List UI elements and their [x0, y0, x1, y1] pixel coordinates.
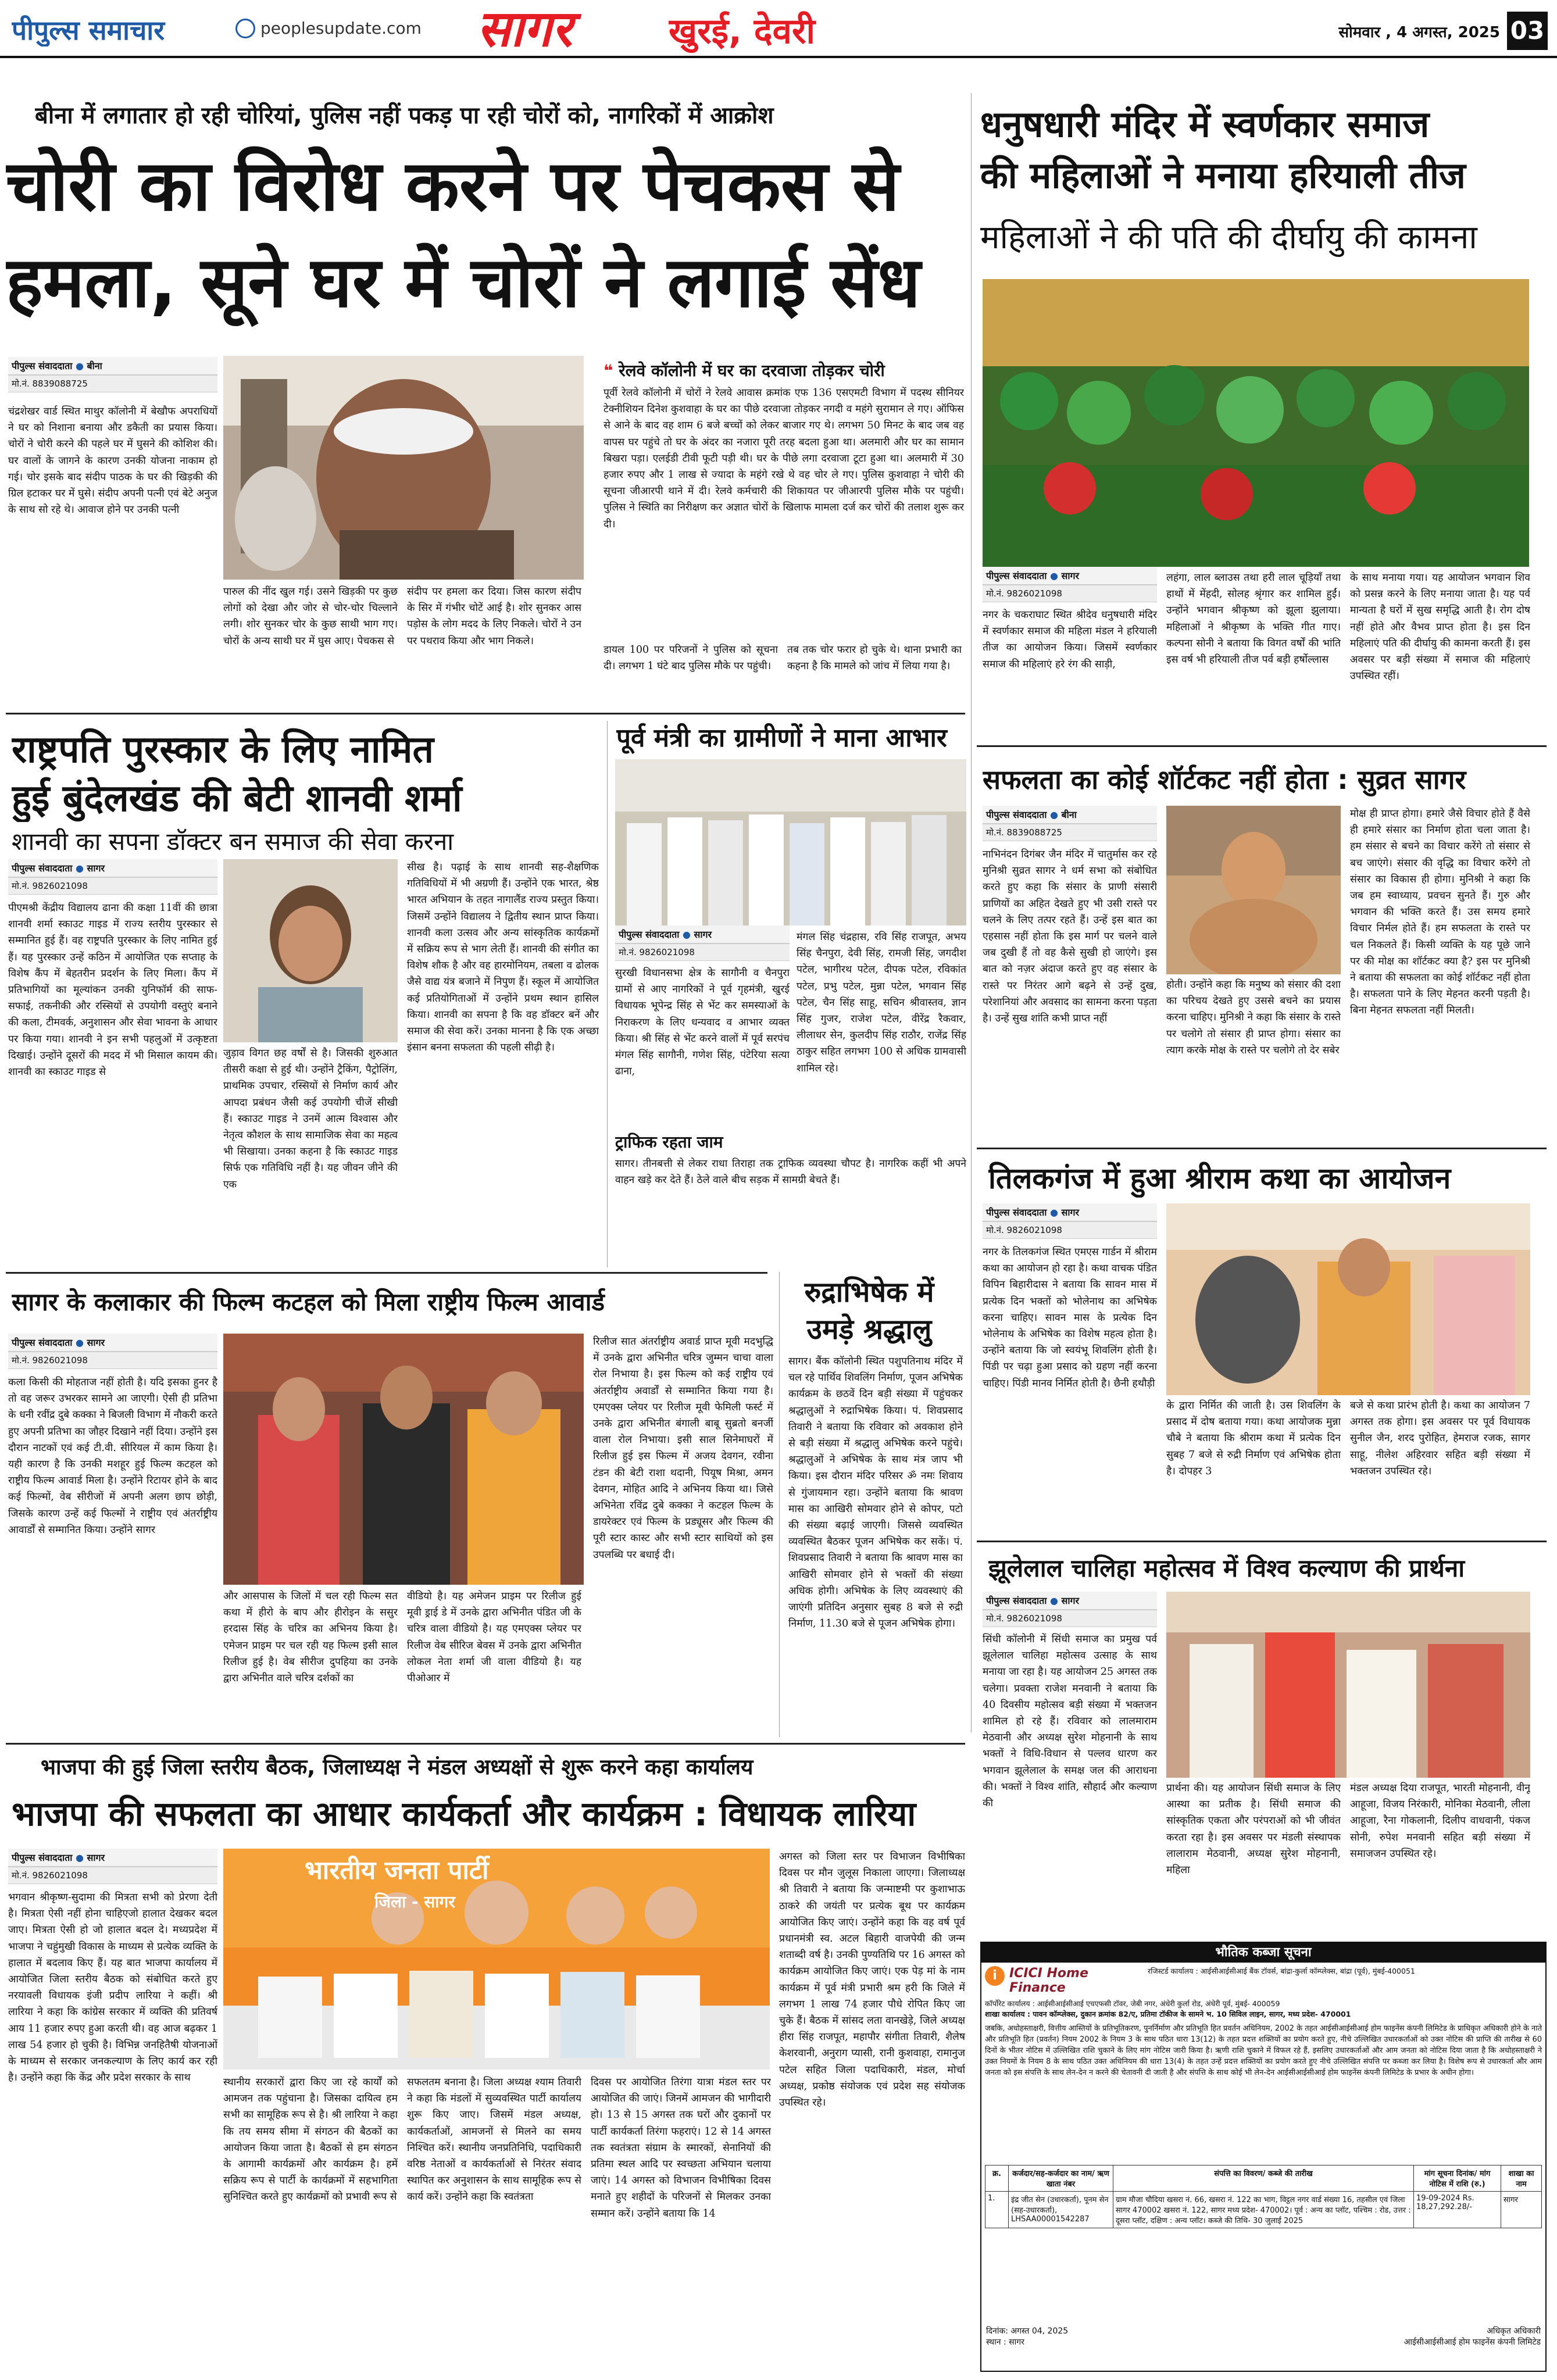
jhule-headline: झूलेलाल चालिहा महोत्सव में विश्व कल्याण की प्रार्थना [988, 1554, 1465, 1582]
section-rule [977, 745, 1547, 747]
shanvi-mobile: मो.नं. 9826021098 [8, 878, 217, 895]
teej-byline-box [983, 567, 1157, 604]
shortcut-col2: होती। उन्होंने कहा कि मनुष्य को संसार की दशा का परिचय देखते हुए उससे बचने का प्रयास करना चाहिए। मुनिश्री ने कहा कि संसार के रास्ते पर चलोगे तो संसार ही प्राप्त होगा। संसार का त्याग करके मोक्ष के रास्ते पर चलोगे तो देर सबेर [1166, 979, 1341, 1056]
story1-mobile: मो.नं. 8839088725 [8, 376, 217, 392]
shanvi-deck: शानवी का सपना डॉक्टर बन समाज की सेवा करना [12, 827, 454, 856]
tilak-byline-place: सागर [1061, 1207, 1080, 1218]
minister-headline: पूर्व मंत्री का ग्रामीणों ने माना आभार [616, 723, 947, 753]
teej-col2: लहंगा, लाल ब्लाउस तथा हरी लाल चूड़ियाँ तथा हाथों में मेंहदी, सोलह श्रृंगार कर शामिल हुईं। उन्होंने भगवान श्रीकृष्ण को झूला झुलाया। महिलाओं ने श्रीकृष्ण के भक्ति गीत गाए। कल्पना सोनी ने बताया कि विगत वर्षों की भांति इस वर्ष भी हरियाली तीज पर्व बड़ी हर्षोल्लास [1166, 572, 1341, 666]
ad-table [985, 2165, 1542, 2228]
bullet-icon: ● [1049, 1595, 1058, 1606]
ad-place: स्थान : सागर [986, 2338, 1024, 2347]
ad-corp-line: कॉर्पोरेट कार्यालय : आईसीआईसीआई एचएफसी टॉवर, जेबी नगर, अंधेरी कुर्ला रोड, अंधेरी पूर्व, मुंबई- 400059 [985, 1999, 1280, 2008]
jhule-byline-name: पीपुल्स संवाददाता [986, 1595, 1047, 1606]
column-divider [607, 721, 608, 1267]
film-byline-box [8, 1334, 217, 1371]
bjp-byline-place: सागर [87, 1852, 105, 1863]
film-col2: और आसपास के जिलों में चल रही फिल्म सत कथा में हीरो के बाप और हीरोइन के ससुर हरदास सिंह के चरित्र का अभिनय किया है। एमेजन प्राइम पर चल रही यह फिल्म इसी साल रिलीज हुई है। वेब सीरीज दुपहिया का उनके द्वारा अभिनीत वाले चरित्र दर्शकों का [223, 1591, 398, 1685]
ad-td: सागर [1501, 2192, 1542, 2228]
bjp-kicker: भाजपा की हुई जिला स्तरीय बैठक, जिलाध्यक्ष ने मंडल अध्यक्षों से शुरू करने कहा कार्यालय [41, 1754, 753, 1779]
ram-katha-photo-art [1166, 1203, 1530, 1395]
bullet-icon: ● [682, 929, 691, 940]
table-row [985, 2192, 1542, 2228]
shortcut-col1: नाभिनंदन दिगंबर जैन मंदिर में चातुर्मास कर रहे मुनिश्री सुव्रत सागर ने धर्म सभा को संबोधित करते हुए कहा कि संसार के प्राणी संसारी प्राणियों का अहित देखते हुए भी उसी रास्ते पर चलने के लिए तत्पर रहते हैं। उन्हें इस बात का एहसास नहीं होता कि इस मार्ग पर चलने वाले जब दुखी हैं तो वह कैसे सुखी हो जाएंगे। इस बात को नज़र अंदाज करते हुए वह संसार के रास्ते पर निरंतर आगे बढ़ने से उन्हें दुख, परेशानियां और अवसाद का सामना करना पड़ता है। उन्हें सुख शांति कभी प्राप्त नहीं [983, 849, 1157, 1025]
section-rule [6, 713, 965, 714]
injured-man-photo [223, 356, 584, 580]
bjp-meeting-photo [223, 1849, 770, 2070]
story1-sub-col2: तब तक चोर फरार हो चुके थे। थाना प्रभारी का कहना है कि मामले को जांच में लिया गया है। [787, 644, 962, 673]
minister-byline-name: पीपुल्स संवाददाता [619, 929, 680, 940]
possession-notice-ad [980, 1942, 1547, 2372]
shanvi-byline-place: सागर [87, 863, 105, 874]
monk-photo-art [1166, 806, 1341, 974]
teej-col3: के साथ मनाया गया। यह आयोजन भगवान शिव को प्रसन्न करने के लिए मनाया जाता है। यह पर्व मान्यता है घरों में सुख समृद्धि आती है। रोग दोष नहीं होते और वैभव प्राप्त होता है। इस दिन महिलाएं पति की दीर्घायु की कामना करती हैं। इस अवसर पर बड़ी संख्या में समाज की महिलाएं उपस्थित रहीं। [1350, 572, 1530, 682]
story1-headline-1: चोरी का विरोध करने पर पेचकस से [6, 146, 899, 227]
shanvi-col2: जुड़ाव विगत छह वर्षों से है। जिसकी शुरुआत तीसरी कक्षा से हुई थी। उन्होंने ट्रैकिंग, पैट्रोलिंग, प्राथमिक उपचार, रस्सियों से निर्माण कार्य और आपदा प्रबंधन जैसी कई उपयोगी चीजें सीखी हैं। स्काउट गाइड ने उनमें आत्म विश्वास और नेतृत्व कौशल के साथ सामाजिक सेवा का महत्व भी सिखाया। उनका कहना है कि स्काउट गाइड सिर्फ एक गतिविधि नहीं है। यह जीवन जीने की एक [223, 1048, 398, 1191]
teej-headline-1: धनुषधारी मंदिर में स्वर्णकार समाज [980, 103, 1430, 145]
ad-td: इंद्र जीत सेन (उधारकर्ता), पूनम सेन (सह-उधारकर्ता), LHSAA00001542287 [1009, 2192, 1113, 2228]
issue-date: सोमवार , 4 अगस्त, 2025 [1338, 24, 1500, 41]
minister-group-photo [615, 759, 966, 925]
ad-company: ICICI Home Finance [1009, 1966, 1088, 1995]
shanvi-photo-art [223, 859, 398, 1042]
bullet-icon: ● [1049, 570, 1058, 581]
paper-logo: पीपुल्स समाचार [12, 15, 165, 46]
jhule-col3: मंडल अध्यक्ष दिया राजपूत, भारती मोहनानी, वीनू आहूजा, विजय निरंकारी, मोनिका मेठवानी, लीला आहूजा, रैना गोकलानी, दिलीप वाधवानी, पंकज सोनी, रुपेश मनवानी सहित बड़ी संख्या में समाजजन उपस्थित रहे। [1350, 1782, 1530, 1860]
shanvi-col3: सीख है। पढ़ाई के साथ शानवी सह-शैक्षणिक गतिविधियों में भी अग्रणी हैं। उन्होंने एक भारत, श्रेष्ठ भारत अभियान के तहत नागालैंड राज्य प्रस्तुत किया। जिसमें उन्होंने विद्यालय ने द्वितीय स्थान प्राप्त किया। शानवी कला उत्सव और अन्य सांस्कृतिक कार्यक्रमों में सक्रिय रूप से भाग लेती हैं। शानवी की संगीत का विशेष शौक है और वह हारमोनियम, तबला व ढोलक जैसे वाद्य यंत्र बजाने में निपुण हैं। स्कूल में आयोजित कई प्रतियोगिताओं में उन्होंने प्रथम स्थान हासिल किया। शानवी का सपना है कि वह डॉक्टर बनें और समाज की सेवा करें। उनका मानना है कि एक अच्छा इंसान बनना सफलता की पहली सीढ़ी है। [407, 862, 599, 1054]
quote-icon: ❝ [603, 361, 613, 380]
jhule-col1: सिंधी कॉलोनी में सिंधी समाज का प्रमुख पर्व झूलेलाल चालिहा महोत्सव उत्साह के साथ मनाया जा रहा है। यह आयोजन 25 अगस्त तक चलेगा। प्रवक्ता राजेश मनवानी ने बताया कि 40 दिवसीय महोत्सव बड़ी संख्या में भक्तजन शामिल हो रहे हैं। रविवार को लालमाराम मेठवानी और अध्यक्ष सुरेश मोहनानी के साथ भक्तों ने विधि-विधान से पल्लव धारण कर भगवान झूलेलाल के समक्ष जल की आराधना की। भक्तों ने विश्व शांति, सौहार्द और कल्याण की [983, 1634, 1157, 1810]
traffic-text: सागर। तीनबत्ती से लेकर राधा तिराहा तक ट्राफिक व्यवस्था चौपट है। नागरिक कहीं भी अपने वाहन खड़े कर देते हैं। ठेले वाले बीच सड़क में सामग्री बेचते हैं। [615, 1158, 966, 1187]
bjp-col4: दिवस पर आयोजित तिरंगा यात्रा मंडल स्तर पर आयोजित की जाएं। जिनमें आमजन की भागीदारी हो। 13 से 15 अगस्त तक घरों और दुकानों पर पार्टी कार्यकर्ता तिरंगा फहराएं। 12 से 14 अगस्त तक स्वतंत्रता संग्राम के स्मारकों, सेनानियों की प्रतिमा स्थल आदि पर स्वच्छता अभियान चलाया जाएं। 14 अगस्त को विभाजन विभीषिका दिवस मनाते हुए शहीदों के परिजनों से मिलकर उनका सम्मान करें। उन्होंने बताया कि 14 [591, 2077, 771, 2220]
bjp-byline-name: पीपुल्स संवाददाता [12, 1852, 73, 1863]
section-rule [977, 1541, 1547, 1542]
shortcut-byline-name: पीपुल्स संवाददाता [986, 809, 1047, 820]
section-rule [6, 1272, 767, 1274]
bjp-banner-party: भारतीय जनता पार्टी [305, 1856, 489, 1885]
column-divider [779, 1272, 780, 1737]
story1-byline-name: पीपुल्स संवाददाता [12, 360, 73, 371]
tilak-headline: तिलकगंज में हुआ श्रीराम कथा का आयोजन [988, 1162, 1451, 1195]
story1-byline-box [8, 357, 217, 398]
jhulelal-photo-art [1166, 1592, 1530, 1778]
ad-office-line: रजिस्टर्ड कार्यालय : आईसीआईसीआई बैंक टॉवर्स, बांद्रा-कुर्ला कॉम्प्लेक्स, बांद्रा (पूर्व), मुंबई-400051 [1148, 1967, 1415, 1975]
bjp-byline-box [8, 1849, 217, 1886]
tilak-col1: नगर के तिलकगंज स्थित एमएस गार्डन में श्रीराम कथा का आयोजन हो रहा है। कथा वाचक पंडित विपिन बिहारीदास ने बताया कि सावन मास में प्रत्येक दिन भक्तों को भोलेनाथ का अभिषेक करना चाहिए। सावन मास के प्रत्येक दिन भोलेनाथ के अभिषेक का विशेष महत्व होता है। उन्होंने बताया कि जो स्वयंभू शिवलिंग होती है। पिंडी पर चढ़ा हुआ प्रसाद को ग्रहण नहीं करना चाहिए। पिंडी मानव निर्मित होती है। छैनी हथौड़ी [983, 1246, 1157, 1389]
globe-icon [235, 19, 255, 38]
minister-col1: सुरखी विधानसभा क्षेत्र के सागौनी व चैनपुरा ग्रामों से आए नागरिकों ने पूर्व गृहमंत्री, खुरई विधायक भूपेन्द्र सिंह से भेंट कर समस्याओं के निराकरण के लिए धन्यवाद व आभार व्यक्त किया। श्री सिंह से भेंट करने वालों में पूर्व सरपंच मंगल सिंह सागौनी, गणेश सिंह, पंटेरिया सत्या ढाना, [615, 967, 790, 1078]
story1-sub-heading: रेलवे कॉलोनी में घर का दरवाजा तोड़कर चोरी [619, 361, 885, 380]
ad-body: जबकि, अधोहस्ताक्षरी, वित्तीय आस्तियों के प्रतिभूतिकरण, पुनर्निर्माण और प्रतिभूति हित प्रवर्तन अधिनियम, 2002 के तहत आईसीआईसीआई होम फाइनेंस कंपनी लिमिटेड के प्राधिकृत अधिकारी होने के नाते और प्रतिभूति हित (प्रवर्तन) नियम 2002 के नियम 3 के साथ पठित धारा 13(12) के तहत प्रदत्त शक्तियों का प्रयोग करते हुए, नीचे उल्लिखित उधारकर्ताओं को उक्त नोटिस की प्राप्ति की तारीख से 60 दिनों के भीतर नोटिस में उल्लिखित राशि चुकाने के लिए मांग नोटिस जारी किया है। ऋणी राशि चुकाने में विफल रहे हैं, इसलिए उधारकर्ताओं और आम जनता को नोटिस दिया जाता है कि अधोहस्ताक्षरी ने उक्त नियमों के नियम 8 के साथ पठित उक्त अधिनियम की धारा 13(4) के तहत उन्हें प्रदत्त शक्तियों का प्रयोग करते हुए नीचे उल्लिखित संपत्ति पर कब्जा कर लिया है। विशेष रूप से उधारकर्ता और आम जनता को इस संपत्ति के साथ लेन-देन न करने की चेतावनी दी जाती है और संपत्ति के साथ कोई भी लेन-देन आईसीआईसीआई होम फाइनेंस कंपनी लिमिटेड के प्रभार के अधीन होगा। [985, 2024, 1542, 2077]
shanvi-headline-1: राष्ट्रपति पुरस्कार के लिए नामित [12, 728, 434, 771]
ad-th: शाखा का नाम [1501, 2165, 1542, 2192]
film-headline: सागर के कलाकार की फिल्म कटहल को मिला राष्ट्रीय फिल्म आवार्ड [12, 1288, 605, 1316]
shanvi-headline-2: हुई बुंदेलखंड की बेटी शानवी शर्मा [12, 777, 462, 820]
film-col4: रिलीज सात अंतर्राष्ट्रीय अवार्ड प्राप्त मूवी मदभुद्धि में उनके द्वारा अभिनीत चरित्र जुम्मन चाचा वाला रोल निभाया है। इस फिल्म को कई राष्ट्रीय एवं अंतर्राष्ट्रीय अवार्डों से सम्मानित किया गया है। एमएक्स प्लेयर पर रिलीज मूवी फेमिली फर्स्ट में उनके द्वारा अभिनीत बंगाली बाबू सुब्रतो बनर्जी वाला रोल निभाया। इसी साल सिनेमाघरों में रिलीज हुई इस फिल्म में अजय देवगन, रवीना टंडन की बेटी राशा थदानी, पियूष मिश्रा, अमन देवगन, मोहित आदि ने अभिनय किया था। जिसे अभिनेता रविंद्र दुबे कक्का ने कटहल फिल्म के डायरेक्टर एवं फिल्म के प्रड्यूसर और फिल्म की पूरी स्टार कास्ट और सभी स्टार साथियों को इस उपलब्धि पर बधाई दी। [593, 1336, 773, 1561]
film-byline-place: सागर [87, 1337, 105, 1348]
column-divider [971, 750, 972, 1732]
bullet-icon: ● [75, 1852, 84, 1863]
tilak-byline-box [983, 1203, 1157, 1241]
section-rule [6, 1743, 965, 1745]
bjp-col1: भगवान श्रीकृष्ण-सुदामा की मित्रता सभी को प्रेरणा देती है। मित्रता ऐसी नहीं होना चाहिएजो हालात देखकर बदल जाए। मित्रता ऐसी हो जो हालात बदल दे। मध्यप्रदेश में भाजपा ने चहुंमुखी विकास के माध्यम से प्रत्येक व्यक्ति के हालात में बदलाव किए हैं। यह बात भाजपा कार्यालय में आयोजित जिला स्तरीय बैठक को संबोधित करते हुए नरयावली विधायक इंजी प्रदीप लारिया ने कहीं। श्री लारिया ने कहा कि कांग्रेस सरकार में व्यक्ति की प्रतिवर्ष आय 11 हजार रुपए हुआ करती थी। वह आज बढ़कर 1 लाख 54 हजार हो चुकी है। विभिन्न जनहितैषी योजनाओं के माध्यम से सरकार जनकल्याण के लिए कार्य कर रही है। उन्होंने कहा कि केंद्र और प्रदेश सरकार के साथ [8, 1892, 217, 2084]
injured-man-photo-art [223, 356, 584, 580]
bjp-banner-district: जिला - सागर [374, 1892, 455, 1911]
tilak-mobile: मो.नं. 9826021098 [983, 1222, 1157, 1239]
jhule-col2: प्रार्थना की। यह आयोजन सिंधी समाज के लिए आस्था का प्रतीक है। सिंधी समाज की सांस्कृतिक एकता और परंपराओं को भी जीवंत करता रहा है। इस अवसर पर मंडली संस्थापक लालाराम मेठवानी, अध्यक्ष सुरेश मोहनानी, महिला [1166, 1782, 1341, 1877]
teej-women-photo-art [983, 279, 1529, 567]
story1-sub-text: पूर्वी रेलवे कॉलोनी में चोरों ने रेलवे आवास क्रमांक एफ 136 एसएमटी विभाग में पदस्थ सीनियर टेक्नीशियन दिनेश कुशवाहा के घर का पीछे दरवाजा तोड़कर नगदी व महंगे सुरामान ले गए। ऑफिस से आने के बाद वह शाम 6 बजे बच्चों को लेकर बाजार गए थे। लगभग 50 मिनट के बाद जब वह वापस घर पहुंचे तो घर के अंदर का नजारा पूरी तरह बदला हुआ था। अलमारी और घर का सामान बिखरा पड़ा। एलईडी टीवी फूटी पड़ी थी। घर के पीछे लगा दरवाजा टूटा हुआ था। अलमारी में 30 हजार रुपए और 1 लाख से ज्यादा के महंगे रखे थे वह चोर ले गए। पुलिस कुशवाहा ने चोरी की सूचना जीआरपी थाने में दी। रेलवे कर्मचारी की शिकायत पर जीआरपी पुलिस मौके पर पहुंची। पुलिस ने स्थिति का निरीक्षण कर अज्ञात चोरों के खिलाफ मामला दर्ज कर चोरों की तलाश शुरू कर दी। [603, 387, 964, 530]
monk-photo [1166, 806, 1341, 974]
icici-logo-icon: i [985, 1966, 1005, 1986]
bjp-col2: स्थानीय सरकारों द्वारा किए जा रहे कार्यों को आमजन तक पहुंचाना है। जिसका दायित्व हम सभी का सामूहिक रूप से है। श्री लारिया ने कहा कि तय समय सीमा में संगठन की बैठकों का आयोजन किया जाता है। बैठकों से हम संगठन के आगामी कार्यक्रमों और कार्यक्रम है। हमें सक्रिय रूप से पार्टी के कार्यक्रमों में सहभागिता सुनिश्चित करते हुए कार्यक्रमों को प्रभावी रूप से [223, 2077, 398, 2203]
tilak-byline-name: पीपुल्स संवाददाता [986, 1207, 1047, 1218]
teej-women-photo [983, 279, 1529, 567]
film-byline-name: पीपुल्स संवाददाता [12, 1337, 73, 1348]
shortcut-byline-place: बीना [1061, 809, 1077, 820]
teej-byline-name: पीपुल्स संवाददाता [986, 570, 1047, 581]
shortcut-mobile: मो.नं. 8839088725 [983, 824, 1157, 841]
bjp-col5: अगस्त को जिला स्तर पर विभाजन विभीषिका दिवस पर मौन जुलूस निकाला जाएगा। जिलाध्यक्ष श्री तिवारी ने बताया कि जन्माष्टमी पर कुशाभाऊ ठाकरे की जयंती पर प्रत्येक बूथ पर कार्यक्रम आयोजित किए जाएं। उन्होंने कहा कि वह वर्ष पूर्व प्रधानमंत्री स्व. अटल बिहारी वाजपेयी की जन्म शताब्दी वर्ष है। उनकी पुण्यतिथि पर 16 अगस्त को कार्यक्रम आयोजित किए जाएं। एक पेड़ मां के नाम कार्यक्रम में पूर्व मंत्री प्रभारी श्रम हरी कि जिले में लगभग 1 लाख 74 हजार पौधे रोपित किए जा चुके हैं। बैठक में सांसद लता वानखेड़े, जिले अध्यक्ष हीरा सिंह राजपूत, महापौर संगीता तिवारी, शैलेष केशरवानी, अनुराग प्यासी, रानी कुशवाहा, रामानुज पटेल सहित जिला पदाधिकारी, मंडल, मोर्चा अध्यक्ष, प्रकोष्ठ संयोजक एवं प्रदेश सह संयोजक उपस्थित रहे। [779, 1851, 965, 2109]
minister-group-photo-art [615, 759, 966, 925]
jhule-byline-place: सागर [1061, 1595, 1080, 1606]
story1-byline-place: बीना [87, 360, 102, 371]
shanvi-byline-box [8, 859, 217, 896]
bullet-icon: ● [75, 863, 84, 874]
ad-th: क्र. [985, 2165, 1009, 2192]
bullet-icon: ● [75, 360, 84, 371]
teej-col1: नगर के चकराघाट स्थित श्रीदेव धनुषधारी मंदिर में स्वर्णकार समाज की महिला मंडल ने हरियाली तीज का आयोजन किया। जिसमें स्वर्णकार समाज की महिलाएं हरे रंग की साड़ी, [983, 609, 1157, 670]
ad-signer-company: आईसीआईसीआई होम फाइनेंस कंपनी लिमिटेड [1404, 2338, 1541, 2347]
ad-title: भौतिक कब्जा सूचना [981, 1943, 1545, 1963]
shanvi-col1: पीएमश्री केंद्रीय विद्यालय ढाना की कक्षा 11वीं की छात्रा शानवी शर्मा स्काउट गाइड में राज्य स्तरीय पुरस्कार से सम्मानित हुई हैं। वह राष्ट्रपति पुरस्कार के लिए नामित हुई हैं। यह पुरस्कार उन्हें कठिन में आयोजित एक सप्ताह के विशेष कैंप में बेहतरीन प्रदर्शन के लिए मिला। कैंप में प्रतिभागियों का मूल्यांकन उनकी युनिफॉर्म की साफ-सफाई, तकनीकी और रस्सियों से उपयोगी वस्तुएं बनाने की कला, टीमवर्क, अनुशासन और सेवा भावना के आधार पर किया गया। शानवी ने इन सभी पहलुओं में उत्कृष्टता दिखाई। उन्होंने दूसरों की मदद में भी मिसाल कायम की। शानवी का स्काउट गाइड से [8, 902, 217, 1078]
film-mobile: मो.नं. 9826021098 [8, 1352, 217, 1369]
story1-sub-col1: डायल 100 पर परिजनों ने पुलिस को सूचना दी। लगभग 1 घंटे बाद पुलिस मौके पर पहुंची। [603, 644, 778, 673]
tilak-col2: के द्वारा निर्मित की जाती है। उस शिवलिंग के प्रसाद में दोष बताया गया। कथा आयोजक मुन्ना चौबे ने बताया कि श्रीराम कथा में प्रत्येक दिन सुबह 7 बजे से रुद्री निर्माण एवं अभिषेक होता है। दोपहर 3 [1166, 1400, 1341, 1477]
shortcut-col3: मोक्ष ही प्राप्त होगा। हमारे जैसे विचार होते हैं वैसे ही हमारे संसार का निर्माण होता चला जाता है। हम संसार से बचने का विचार करेंगे तो संसार से बच जाएंगे। संसार की वृद्धि का विचार करेंगे तो संसार का विकास ही होगा। मुनिश्री ने कहा कि जब हम स्वाध्याय, प्रवचन सुनते हैं। गुरु और भगवान की भक्ति करते हैं। उस समय हमारे विचार निर्मल होते हैं। हम सफलता के रास्ते पर चल निकलते हैं। किसी व्यक्ति के यह पूछे जाने पर की मोक्ष का शॉर्टकट क्या है? इस पर मुनिश्री ने बताया की सफलता का कोई शॉर्टकट नहीं होता है। सफलता पाने के लिए मेहनत करनी पड़ती है। बिना मेहनत सफलता नहीं मिलती। [1350, 808, 1530, 1017]
minister-col2: मंगल सिंह चंद्रहास, रवि सिंह राजपूत, अभय सिंह चैनपुरा, देवी सिंह, रामजी सिंह, जगदीश पटेल, भागीरथ पटेल, दीपक पटेल, रविकांत पटेल, प्रभु पटेल, मुन्ना पटेल, भगवान सिंह पटेल, चैन सिंह साहू, सचिन श्रीवास्तव, ज्ञान सिंह गुजर, राजेश पटेल, वीरेंद्र रैकवार, लीलाधर सेन, कुलदीप सिंह राठौर, राजेंद्र सिंह ठाकुर सहित लगभग 100 से अधिक ग्रामवासी शामिल रहे। [797, 931, 966, 1074]
page-number: 03 [1507, 12, 1548, 50]
shortcut-byline-box [983, 806, 1157, 843]
minister-byline-place: सागर [694, 929, 712, 940]
traffic-headline: ट्राफिक रहता जाम [615, 1132, 723, 1152]
minister-mobile: मो.नं. 9826021098 [615, 944, 790, 961]
bjp-mobile: मो.नं. 9826021098 [8, 1867, 217, 1884]
bjp-headline: भाजपा की सफलता का आधार कार्यकर्ता और कार्यक्रम : विधायक लारिया [12, 1794, 916, 1834]
city-title: सागर [477, 2, 573, 56]
towns-title: खुरई, देवरी [669, 11, 816, 52]
story1-col2: पारुल की नींद खुल गई। उसने खिड़की पर कुछ लोगों को देखा और जोर से चोर-चोर चिल्लाने लगी। शोर सुनकर चोर के कुछ साथी भाग गए। चोरों के अन्य साथी घर में घुस आए। पेचकस से [223, 586, 398, 647]
story1-sub-title [603, 359, 964, 383]
rudra-headline-2: उमड़े श्रद्धालु [806, 1313, 932, 1346]
ad-td: ग्राम मौजा चौदिया खसरा नं. 66, खसरा नं. 122 का भाग, विट्ठल नगर वार्ड संख्या 16, तहसील एवं जिला सागर 470002 खसरा नं. 122, सागर मध्य प्रदेश- 470002। पूर्व : अन्य का प्लॉट, पश्चिम : रोड, उत्तर : दूसरा प्लॉट, दक्षिण : अन्य प्लॉट। कब्जे की तिथि- 30 जुलाई 2025 [1113, 2192, 1414, 2228]
shanvi-byline-name: पीपुल्स संवाददाता [12, 863, 73, 874]
minister-byline-box [615, 925, 790, 963]
jhulelal-photo [1166, 1592, 1530, 1778]
film-cast-photo-art [223, 1334, 584, 1585]
story1-headline-2: हमला, सूने घर में चोरों ने लगाई सेंध [6, 242, 921, 323]
story1-kicker: बीना में लगातार हो रही चोरियां, पुलिस नहीं पकड़ पा रही चोरों को, नागरिकों में आक्रोश [35, 102, 774, 129]
ram-katha-photo [1166, 1203, 1530, 1395]
jhule-byline-box [983, 1592, 1157, 1629]
ad-branch-line: शाखा कार्यालय : पावन कॉम्प्लेक्स, दुकान क्रमांक 82/ए, प्रतिमा टॉकीज के सामने भ. 10 सिविल लाइन, सागर, मध्य प्रदेश- 470001 [985, 2010, 1351, 2018]
ad-th: संपत्ति का विवरण/ कब्जे की तारीख [1113, 2165, 1414, 2192]
ad-signer: अधिकृत अधिकारी [1487, 2327, 1541, 2336]
teej-deck: महिलाओं ने की पति की दीर्घायु की कामना [980, 219, 1477, 256]
film-cast-photo [223, 1334, 584, 1585]
story1-col3: संदीप पर हमला कर दिया। जिस कारण संदीप के सिर में गंभीर चोटें आई है। शोर सुनकर आस पड़ोस के लोग मदद के लिए निकले। चोरों ने उन पर पथराव किया और भाग निकले। [407, 586, 581, 647]
rudra-col1: सागर। बैंक कॉलोनी स्थित पशुपतिनाथ मंदिर में चल रहे पार्थिव शिवलिंग निर्माण, पूजन अभिषेक कार्यक्रम के छठवें दिन बड़ी संख्या में पहुंचकर श्रद्धालुओं ने रुद्राभिषेक किया। पं. शिवप्रसाद तिवारी ने बताया कि रविवार को अवकाश होने से बड़ी संख्या में श्रद्धालु अभिषेक करने पहुंचे। श्रद्धालुओं ने अभिषेक के साथ मंत्र जाप भी किया। इस दौरान मंदिर परिसर ॐ नमः शिवाय से गुंजायमान रहा। उन्होंने बताया कि श्रावण मास का आखिरी सोमवार होने से कोपर, पटो की संख्या बढ़ाई जाएगी। जिससे व्यवस्थित व्यवस्थित बैठकर पूजन अभिषेक कर सकें। पं. शिवप्रसाद तिवारी ने बताया कि श्रावण मास का आखिरी सोमवार होने से भक्तों की संख्या अधिक होगी। अभिषेक के लिए व्यवस्थाएं की जाएंगी प्रतिदिन अनुसार सुबह 8 बजे से रुद्री निर्माण, 11.30 बजे से पूजन अभिषेक होगा। [788, 1356, 963, 1630]
film-col3: वीडियो है। यह अमेजन प्राइम पर रिलीज हुई मूवी ड्राई डे में उनके द्वारा अभिनीत पंडित जी के चरित्र वाला वीडियो है। यह एमएक्स प्लेयर पर रिलीज वेब सीरिज बेवस में उनके द्वारा अभिनीत लोकल नेता शर्मा जी वाला वीडियो है। यह पीओआर में [407, 1591, 581, 1685]
rudra-headline-1: रुद्राभिषेक में [804, 1276, 934, 1309]
ad-td: 19-09-2024 Rs. 18,27,292.28/- [1414, 2192, 1501, 2228]
teej-mobile: मो.नं. 9826021098 [983, 585, 1157, 602]
ad-th: मांग सूचना दिनांक/ मांग नोटिस में राशि (रु.) [1414, 2165, 1501, 2192]
shanvi-photo [223, 859, 398, 1042]
film-col1: कला किसी की मोहताज नहीं होती है। यदि इसका हुनर है तो वह जरूर उभरकर सामने आ जाएगी। ऐसी ही प्रतिभा के धनी रवींद्र दुबे कक्का ने बिजली विभाग में नौकरी करते हुए अपनी प्रतिभा का जौहर दिखाने नहीं दिया। उन्होंने इस दौरान नाटकों एवं कई टी.वी. सीरियल में काम किया है। यही कारण है कि उनकी मशहूर हुई फिल्म कटहल को राष्ट्रीय फिल्म आवार्ड मिला है। उन्होंने रिटायर होने के बाद कई फिल्मों, वेब सीरीजों में अपनी अलग छाप छोड़ी, जिसके कारण उन्हें कई फिल्मों ने राष्ट्रीय एवं अंतर्राष्ट्रीय आवार्डों से सम्मानित किया। उन्होंने सागर [8, 1377, 217, 1536]
ad-th: कर्जदार/सह-कर्जदार का नाम/ ऋण खाता नंबर [1009, 2165, 1113, 2192]
bjp-col3: सफलतम बनाना है। जिला अध्यक्ष श्याम तिवारी ने कहा कि मंडलों में सुव्यवस्थित पार्टी कार्यालय शुरू किए जाए। जिसमें मंडल अध्यक्ष, कार्यकर्ताओं, आमजनों से मिलने का समय निश्चित करें। स्थानीय जनप्रतिनिधि, पदाधिकारी वरिष्ठ नेताओं व कार्यकर्ताओं से निरंतर संवाद स्थापित कर अनुशासन के साथ सामूहिक रूप से कार्य करें। उन्होंने कहा कि स्वतंत्रता [407, 2077, 581, 2203]
jhule-mobile: मो.नं. 9826021098 [983, 1610, 1157, 1627]
website-link[interactable]: peoplesupdate.com [260, 19, 422, 38]
masthead [0, 0, 1557, 58]
story1-col1: चंद्रशेखर वार्ड स्थित माथुर कॉलोनी में बेखौफ अपराधियों ने घर को निशाना बनाया और डकैती का प्रयास किया। चोरों ने चोरी करने की पहले घर में घुसने की कोशिश की। घर वालों के जागने के कारण उनकी योजना नाकाम हो गई। चोर इसके बाद संदीप पाठक के घर की खिड़की की ग्रिल हटाकर घर में घुसे। संदीप अपनी पत्नी एवं बेटे अनुज के साथ सो रहे थे। आवाज होने पर उनकी पत्नी [8, 406, 217, 516]
section-rule [977, 1148, 1547, 1149]
column-divider [971, 93, 972, 750]
bullet-icon: ● [1049, 1207, 1058, 1218]
ad-table-header [985, 2165, 1542, 2192]
bullet-icon: ● [1049, 809, 1058, 820]
bullet-icon: ● [75, 1337, 84, 1348]
teej-byline-place: सागर [1061, 570, 1080, 581]
ad-date: दिनांक: अगस्त 04, 2025 [986, 2327, 1069, 2336]
teej-headline-2: की महिलाओं ने मनाया हरियाली तीज [980, 154, 1466, 196]
shortcut-headline: सफलता का कोई शॉर्टकट नहीं होता : सुव्रत सागर [983, 764, 1466, 795]
tilak-col3: बजे से कथा प्रारंभ होती है। कथा का आयोजन 7 अगस्त तक होगा। इस अवसर पर पूर्व विधायक सुनील जैन, शरद पुरोहित, हेमराज रजक, सागर साहू, नीलेश अहिरवार सहित बड़ी संख्या में भक्तजन उपस्थित रहे। [1350, 1400, 1530, 1477]
ad-td: 1. [985, 2192, 1009, 2228]
